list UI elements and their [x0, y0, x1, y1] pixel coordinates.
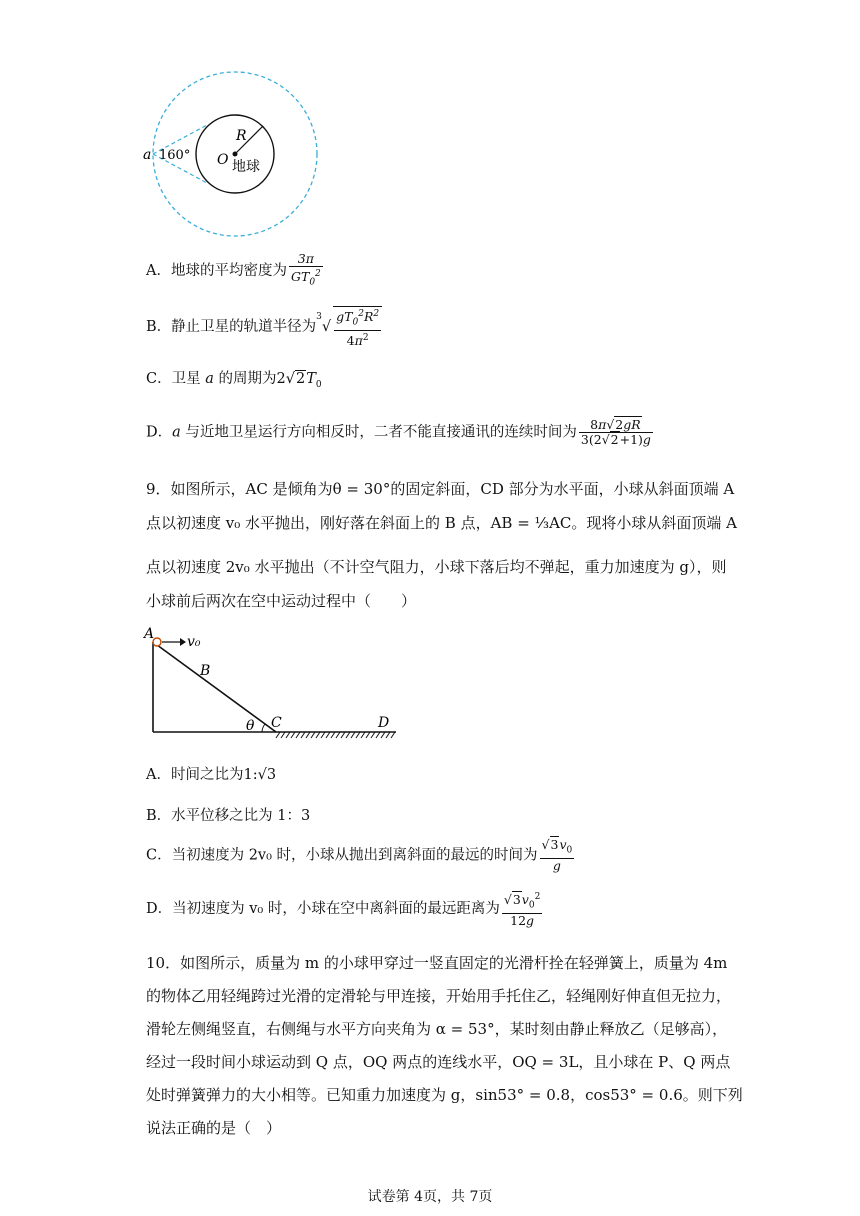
- q8-option-b: B．静止卫星的轨道半径为$^3$√ $\frac{gT_0^2R^2}{4\pi^2}$: [146, 306, 384, 348]
- label-angle: 160°: [159, 148, 191, 163]
- label-D: D: [378, 715, 390, 731]
- label-B: B: [200, 663, 211, 679]
- q10-line-3: 滑轮左侧绳竖直，右侧绳与水平方向夹角为 α = 53°，某时刻由静止释放乙（足够高），: [146, 1020, 728, 1038]
- label-earth: 地球: [232, 159, 260, 175]
- q9-line-1: 9．如图所示，AC 是倾角为θ = 30°的固定斜面，CD 部分为水平面，小球从斜面顶端 A: [146, 480, 735, 498]
- q10-line-2: 的物体乙用轻绳跨过光滑的定滑轮与甲连接，开始用手托住乙，轻绳刚好伸直但无拉力，: [146, 987, 732, 1005]
- q9-line-4: 小球前后两次在空中运动过程中（ ）: [146, 592, 417, 610]
- q9-line-2: 点以初速度 v₀ 水平抛出，刚好落在斜面上的 B 点，AB = ⅓AC。现将小球从斜面顶端 A: [146, 514, 737, 532]
- q9-line-3: 点以初速度 2v₀ 水平抛出（不计空气阻力，小球下落后均不弹起，重力加速度为 g），则: [146, 558, 727, 576]
- q10-line-6: 说法正确的是（ ）: [146, 1119, 282, 1137]
- incline-figure: [140, 622, 410, 746]
- label-C: C: [271, 715, 282, 731]
- q10-line-4: 经过一段时间小球运动到 Q 点，OQ 两点的连线水平，OQ = 3L，且小球在 P、Q 两点: [146, 1053, 731, 1071]
- page-footer: 试卷第 4页，共 7页: [367, 1189, 493, 1205]
- q10-line-1: 10．如图所示，质量为 m 的小球甲穿过一竖直固定的光滑杆拴在轻弹簧上，质量为 4m: [146, 954, 728, 972]
- ball-icon: [153, 638, 161, 646]
- q9-option-a: A．时间之比为1:√3: [146, 767, 277, 783]
- q8-option-c: C．卫星 a 的周期为$2√2T_0$: [146, 371, 322, 390]
- q8-option-a: A．地球的平均密度为 $\frac{3\pi}{GT_0^2}$: [146, 251, 321, 288]
- label-theta: θ: [246, 718, 255, 734]
- ground-hatching: [276, 732, 395, 738]
- velocity-arrowhead-icon: [180, 638, 186, 646]
- label-R: R: [236, 128, 247, 144]
- satellite-orbit-figure: [140, 70, 340, 242]
- q9-option-b: B．水平位移之比为 1：3: [146, 808, 311, 824]
- earth-center-dot: [233, 152, 238, 157]
- incline-slope: [153, 642, 276, 732]
- q8-option-d: D．a 与近地卫星运行方向相反时，二者不能直接通讯的连续时间为 $\frac{8\pi√2gR}{3(2√2+1)g}$: [146, 417, 651, 447]
- q9-option-d: D．当初速度为 v₀ 时，小球在空中离斜面的最远距离为 $\frac{√3v_0^2}{12g}$: [146, 892, 541, 928]
- label-a: a: [143, 147, 152, 163]
- angle-arc: [262, 724, 265, 732]
- label-A: A: [144, 626, 155, 642]
- q10-line-5: 处时弹簧弹力的大小相等。已知重力加速度为 g，sin53° = 0.8，cos53° = 0.6。则下列: [146, 1086, 743, 1104]
- q9-option-c: C．当初速度为 2v₀ 时，小球从抛出到离斜面的最远的时间为 $\frac{√3v_0}{g}$: [146, 837, 573, 873]
- label-O: O: [217, 152, 229, 168]
- label-v0: v₀: [187, 634, 201, 650]
